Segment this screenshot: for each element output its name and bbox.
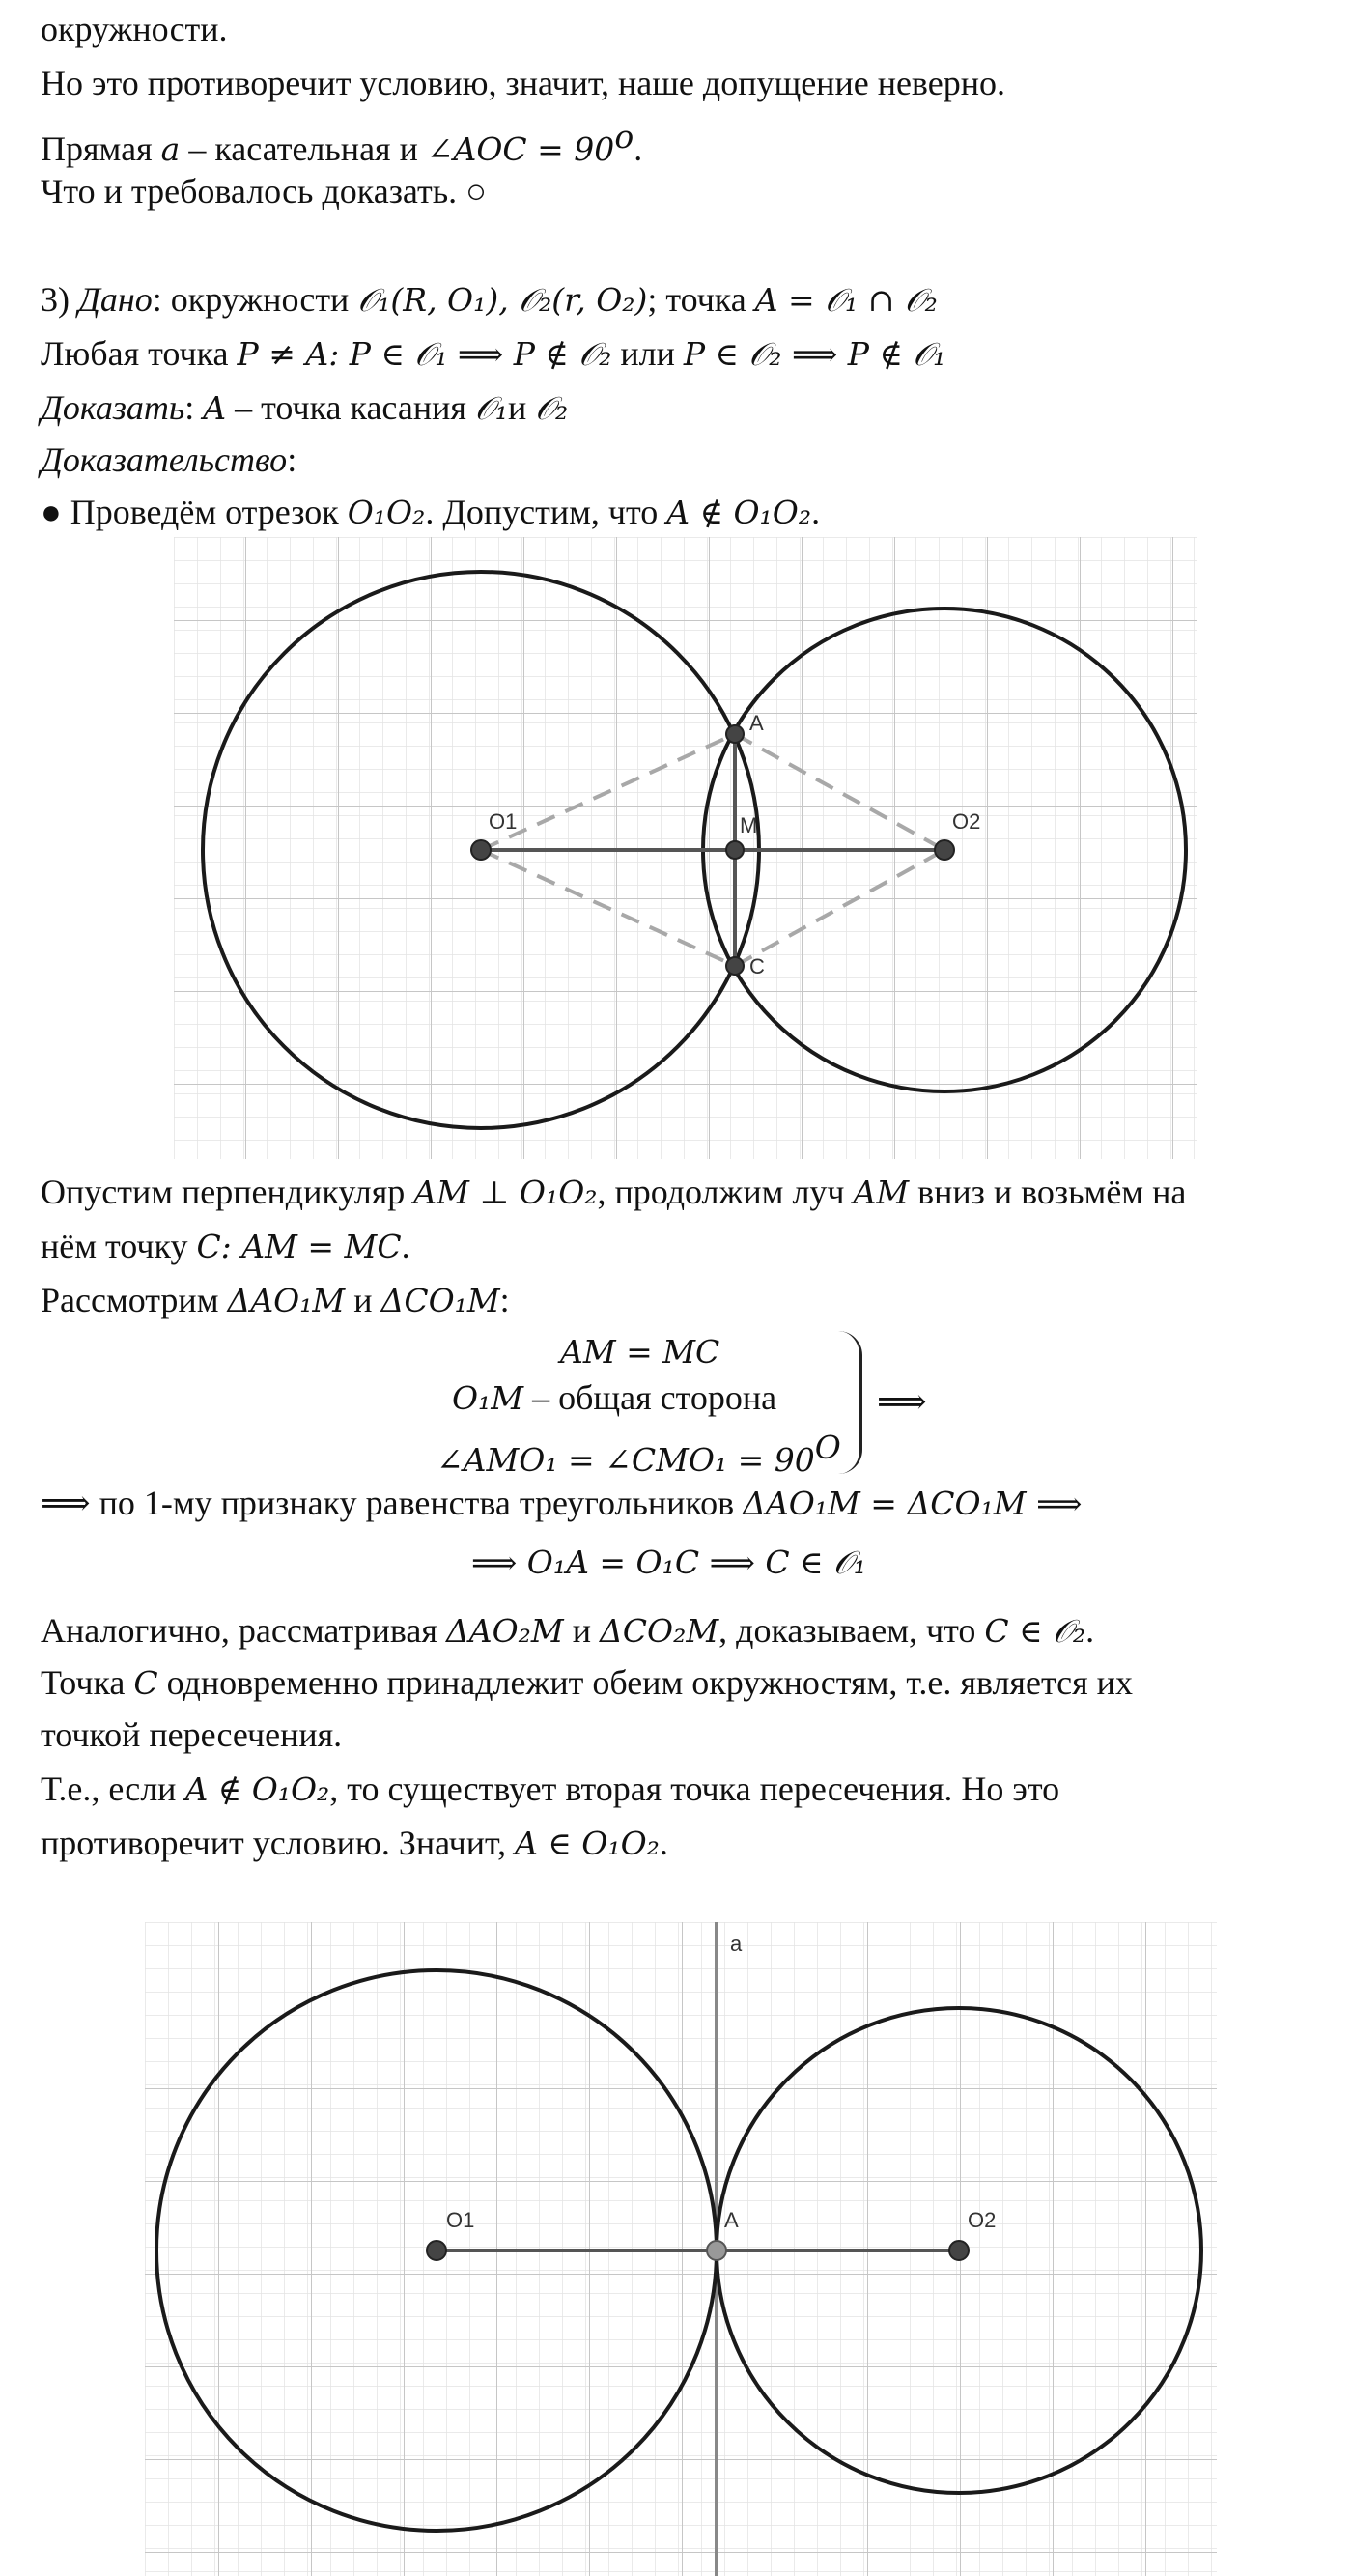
label-c: C xyxy=(749,954,765,978)
label-a: A xyxy=(749,711,764,735)
text-line: окружности. xyxy=(41,10,228,48)
label-m: M xyxy=(740,813,758,837)
text-line: ● Проведём отрезок O₁O₂. Допустим, что A ∉ O₁O₂. xyxy=(41,493,821,531)
point-o2 xyxy=(949,2241,969,2260)
point-o2 xyxy=(935,840,954,860)
system-brace xyxy=(838,1331,862,1474)
text-line: Что и требовалось доказать. ○ xyxy=(41,172,487,211)
label-o2: O2 xyxy=(968,2208,997,2232)
text-line: Прямая a – касательная и ∠AOC = $90^o$. xyxy=(41,118,643,168)
point-a xyxy=(726,725,744,743)
text-line: Но это противоречит условию, значит, наше допущение неверно. xyxy=(41,64,1005,102)
figure-tangent-circles xyxy=(145,1922,1217,2576)
label-a: A xyxy=(724,2208,739,2232)
conclusion-line: ⟹ O₁A = O₁C ⟹ C ∈ 𝒪₁ xyxy=(471,1543,867,1581)
point-a xyxy=(707,2241,726,2260)
text-line: противоречит условию. Значит, A ∈ O₁O₂. xyxy=(41,1824,668,1862)
text-line: точкой пересечения. xyxy=(41,1715,343,1754)
text-line: Любая точка P ≠ A: P ∈ 𝒪₁ ⟹ P ∉ 𝒪₂ или P ∈ 𝒪₂ ⟹ P ∉ 𝒪₁ xyxy=(41,334,946,373)
prove-line: Доказать: A – точка касания 𝒪₁и 𝒪₂ xyxy=(41,388,569,427)
given-line: 3) Дано: окружности 𝒪₁(R, O₁), 𝒪₂(r, O₂); точка A = 𝒪₁ ∩ 𝒪₂ xyxy=(41,280,938,319)
implies-arrow: ⟹ xyxy=(877,1382,927,1421)
label-o1: O1 xyxy=(489,809,518,834)
system-line: ∠AMO₁ = ∠CMO₁ = $90^O$ xyxy=(437,1429,841,1479)
point-m xyxy=(726,841,744,859)
text-line: ⟹ по 1-му признаку равенства треугольников ΔAO₁M = ΔCO₁M ⟹ xyxy=(41,1484,1083,1522)
label-o1: O1 xyxy=(446,2208,475,2232)
point-o1 xyxy=(427,2241,446,2260)
system-line: O₁M – общая сторона xyxy=(452,1378,777,1417)
label-line-a: a xyxy=(730,1932,743,1956)
point-c xyxy=(726,957,744,975)
text-line: Аналогично, рассматривая ΔAO₂M и ΔCO₂M, доказываем, что C ∈ 𝒪₂. xyxy=(41,1611,1095,1650)
text-line: Опустим перпендикуляр AM ⊥ O₁O₂, продолжим луч AM вниз и возьмём на xyxy=(41,1173,1187,1211)
text-line: нём точку C: AM = MC. xyxy=(41,1227,410,1265)
point-o1 xyxy=(471,840,491,860)
text-line: Рассмотрим ΔAO₁M и ΔCO₁M: xyxy=(41,1281,510,1319)
system-line: AM = MC xyxy=(560,1333,720,1371)
label-o2: O2 xyxy=(952,809,981,834)
text-line: Т.е., если A ∉ O₁O₂, то существует вторая точка пересечения. Но это xyxy=(41,1769,1060,1808)
proof-heading: Доказательство: xyxy=(41,440,297,479)
figure-intersecting-circles xyxy=(174,537,1197,1159)
text-line: Точка C одновременно принадлежит обеим окружностям, т.е. является их xyxy=(41,1663,1133,1702)
